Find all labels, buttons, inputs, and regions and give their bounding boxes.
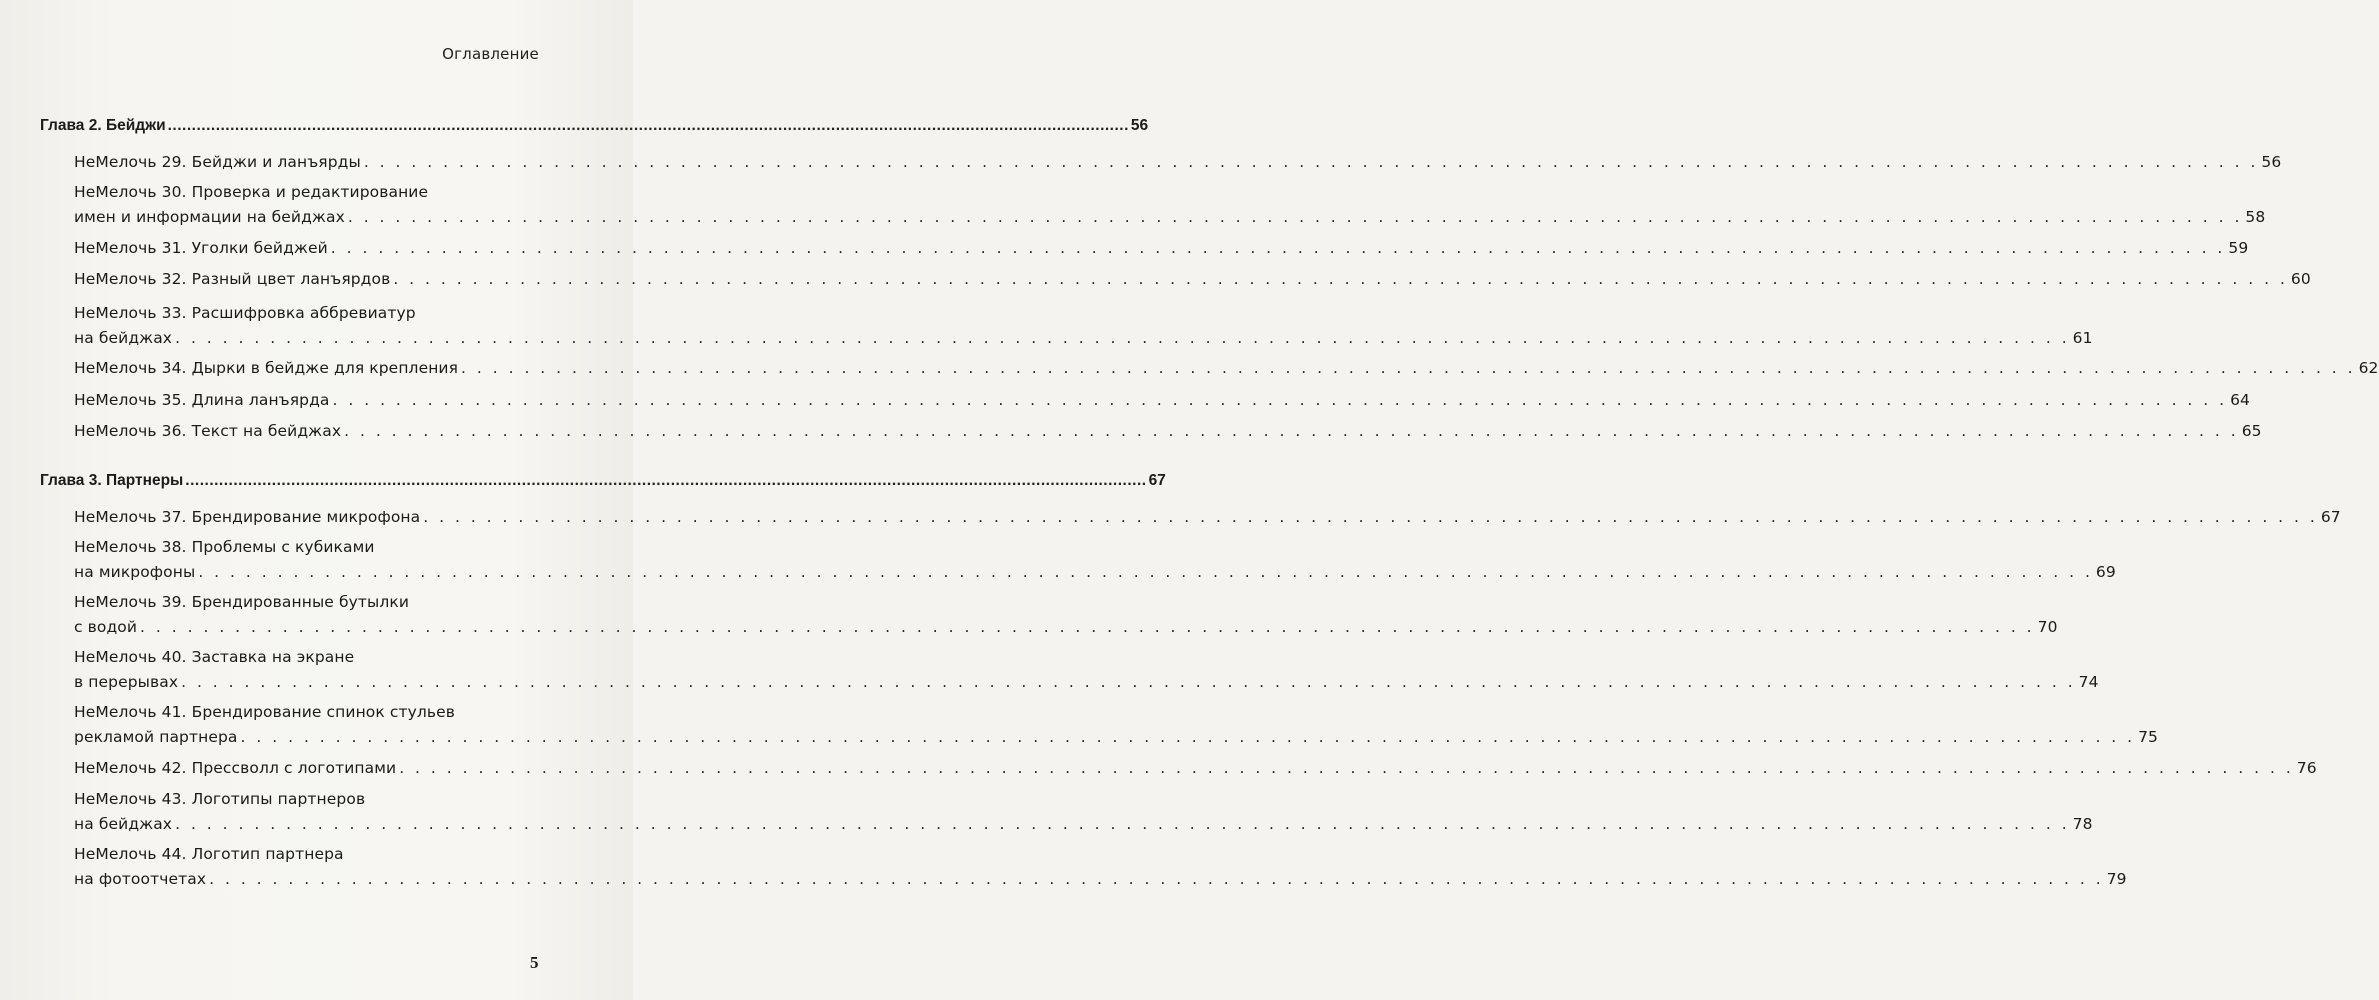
entry-title: НеМелочь 29. Бейджи и ланъярды bbox=[74, 153, 361, 171]
entry-title: НеМелочь 43. Логотипы партнеров bbox=[74, 790, 366, 808]
toc-chapter[interactable] bbox=[40, 472, 1166, 490]
chapter-title: Глава 2. Бейджи bbox=[40, 117, 166, 134]
entry-title: НеМелочь 30. Проверка и редактирование bbox=[74, 183, 429, 201]
toc-entry[interactable] bbox=[74, 505, 2341, 530]
entry-title: в перерывах bbox=[74, 673, 179, 691]
leader-dots: . . . . . . . . . . . . . . . . . . . . . . . . . . . . . . . . . . . . . . . . . . . . . . . . . . . . . . . . . . . . . . . . . . . . . . . . . . . . . . . . . . . . . . . . . . . . . . . . . . . . . . . . . . . . . . . . . . . . . . . . bbox=[330, 239, 2226, 257]
entry-page: 60 bbox=[2290, 270, 2311, 288]
toc-entry[interactable] bbox=[74, 236, 2249, 261]
entry-title: НеМелочь 36. Текст на бейджах bbox=[74, 422, 342, 440]
entry-title: НеМелочь 44. Логотип партнера bbox=[74, 845, 344, 863]
toc-entry[interactable] bbox=[74, 700, 2159, 750]
entry-title: НеМелочь 38. Проблемы с кубиками bbox=[74, 538, 375, 556]
leader-dots: . . . . . . . . . . . . . . . . . . . . . . . . . . . . . . . . . . . . . . . . . . . . . . . . . . . . . . . . . . . . . . . . . . . . . . . . . . . . . . . . . . . . . . . . . . . . . . . . . . . . . . . . . . . . . . . . . . . . . . . . bbox=[175, 815, 2070, 833]
entry-page: 74 bbox=[2078, 673, 2099, 691]
entry-page: 62 bbox=[2358, 359, 2379, 377]
leader-dots: ........................................................................................................................................................................................................ bbox=[185, 472, 1147, 489]
toc-entry[interactable] bbox=[74, 787, 2093, 837]
entry-title: НеМелочь 34. Дырки в бейдже для крепления bbox=[74, 359, 459, 377]
entry-page: 79 bbox=[2106, 870, 2127, 888]
leader-dots: . . . . . . . . . . . . . . . . . . . . . . . . . . . . . . . . . . . . . . . . . . . . . . . . . . . . . . . . . . . . . . . . . . . . . . . . . . . . . . . . . . . . . . . . . . . . . . . . . . . . . . . . . . . . . . . . . . . . . . . . bbox=[175, 329, 2070, 347]
toc-entry[interactable] bbox=[74, 150, 2282, 175]
entry-title: НеМелочь 41. Брендирование спинок стульев bbox=[74, 703, 456, 721]
toc-entry[interactable] bbox=[74, 301, 2093, 351]
toc-entry[interactable] bbox=[74, 356, 2379, 381]
chapter-page: 67 bbox=[1148, 472, 1166, 489]
toc-entry[interactable] bbox=[74, 756, 2317, 781]
toc-entry[interactable] bbox=[74, 180, 2266, 230]
entry-page: 65 bbox=[2241, 422, 2262, 440]
toc-entry[interactable] bbox=[74, 388, 2251, 413]
entry-page: 78 bbox=[2072, 815, 2093, 833]
toc-entry[interactable] bbox=[74, 267, 2311, 292]
entry-title: на микрофоны bbox=[74, 563, 196, 581]
entry-page: 59 bbox=[2228, 239, 2249, 257]
entry-page: 76 bbox=[2296, 759, 2317, 777]
entry-title: НеМелочь 32. Разный цвет ланъярдов bbox=[74, 270, 391, 288]
leader-dots: . . . . . . . . . . . . . . . . . . . . . . . . . . . . . . . . . . . . . . . . . . . . . . . . . . . . . . . . . . . . . . . . . . . . . . . . . . . . . . . . . . . . . . . . . . . . . . . . . . . . . . . . . . . . . . . . . . . . . . . . bbox=[344, 422, 2239, 440]
entry-title: рекламой партнера bbox=[74, 728, 238, 746]
toc-entry[interactable] bbox=[74, 535, 2116, 585]
entry-page: 70 bbox=[2037, 618, 2058, 636]
entry-page: 69 bbox=[2095, 563, 2116, 581]
leader-dots: . . . . . . . . . . . . . . . . . . . . . . . . . . . . . . . . . . . . . . . . . . . . . . . . . . . . . . . . . . . . . . . . . . . . . . . . . . . . . . . . . . . . . . . . . . . . . . . . . . . . . . . . . . . . . . . . . . . . . . . . bbox=[181, 673, 2076, 691]
entry-page: 58 bbox=[2245, 208, 2266, 226]
entry-title: НеМелочь 35. Длина ланъярда bbox=[74, 391, 330, 409]
leader-dots: . . . . . . . . . . . . . . . . . . . . . . . . . . . . . . . . . . . . . . . . . . . . . . . . . . . . . . . . . . . . . . . . . . . . . . . . . . . . . . . . . . . . . . . . . . . . . . . . . . . . . . . . . . . . . . . . . . . . . . . . bbox=[198, 563, 2093, 581]
entry-page: 64 bbox=[2230, 391, 2251, 409]
leader-dots: . . . . . . . . . . . . . . . . . . . . . . . . . . . . . . . . . . . . . . . . . . . . . . . . . . . . . . . . . . . . . . . . . . . . . . . . . . . . . . . . . . . . . . . . . . . . . . . . . . . . . . . . . . . . . . . . . . . . . . . . bbox=[363, 153, 2259, 171]
entry-title: на бейджах bbox=[74, 329, 173, 347]
toc-entry[interactable] bbox=[74, 842, 2127, 892]
leader-dots: . . . . . . . . . . . . . . . . . . . . . . . . . . . . . . . . . . . . . . . . . . . . . . . . . . . . . . . . . . . . . . . . . . . . . . . . . . . . . . . . . . . . . . . . . . . . . . . . . . . . . . . . . . . . . . . . . . . . . . . . bbox=[240, 728, 2136, 746]
chapter-title: Глава 3. Партнеры bbox=[40, 472, 184, 489]
entry-page: 75 bbox=[2138, 728, 2159, 746]
leader-dots: . . . . . . . . . . . . . . . . . . . . . . . . . . . . . . . . . . . . . . . . . . . . . . . . . . . . . . . . . . . . . . . . . . . . . . . . . . . . . . . . . . . . . . . . . . . . . . . . . . . . . . . . . . . . . . . . . . . . . . . . bbox=[332, 391, 2228, 409]
entry-page: 67 bbox=[2320, 508, 2341, 526]
entry-title: НеМелочь 37. Брендирование микрофона bbox=[74, 508, 421, 526]
leader-dots: ........................................................................................................................................................................................................ bbox=[167, 117, 1129, 134]
entry-title: с водой bbox=[74, 618, 138, 636]
toc-entry[interactable] bbox=[74, 590, 2058, 640]
leader-dots: . . . . . . . . . . . . . . . . . . . . . . . . . . . . . . . . . . . . . . . . . . . . . . . . . . . . . . . . . . . . . . . . . . . . . . . . . . . . . . . . . . . . . . . . . . . . . . . . . . . . . . . . . . . . . . . . . . . . . . . . bbox=[461, 359, 2356, 377]
leader-dots: . . . . . . . . . . . . . . . . . . . . . . . . . . . . . . . . . . . . . . . . . . . . . . . . . . . . . . . . . . . . . . . . . . . . . . . . . . . . . . . . . . . . . . . . . . . . . . . . . . . . . . . . . . . . . . . . . . . . . . . . bbox=[399, 759, 2294, 777]
entry-title: НеМелочь 40. Заставка на экране bbox=[74, 648, 355, 666]
leader-dots: . . . . . . . . . . . . . . . . . . . . . . . . . . . . . . . . . . . . . . . . . . . . . . . . . . . . . . . . . . . . . . . . . . . . . . . . . . . . . . . . . . . . . . . . . . . . . . . . . . . . . . . . . . . . . . . . . . . . . . . . bbox=[393, 270, 2288, 288]
leader-dots: . . . . . . . . . . . . . . . . . . . . . . . . . . . . . . . . . . . . . . . . . . . . . . . . . . . . . . . . . . . . . . . . . . . . . . . . . . . . . . . . . . . . . . . . . . . . . . . . . . . . . . . . . . . . . . . . . . . . . . . . bbox=[423, 508, 2318, 526]
entry-title: НеМелочь 42. Прессволл с логотипами bbox=[74, 759, 397, 777]
leader-dots: . . . . . . . . . . . . . . . . . . . . . . . . . . . . . . . . . . . . . . . . . . . . . . . . . . . . . . . . . . . . . . . . . . . . . . . . . . . . . . . . . . . . . . . . . . . . . . . . . . . . . . . . . . . . . . . . . . . . . . . . bbox=[209, 870, 2104, 888]
entry-title: на бейджах bbox=[74, 815, 173, 833]
toc-chapter[interactable] bbox=[40, 117, 1149, 135]
entry-title: имен и информации на бейджах bbox=[74, 208, 345, 226]
entry-title: НеМелочь 31. Уголки бейджей bbox=[74, 239, 328, 257]
entry-title: НеМелочь 39. Брендированные бутылки bbox=[74, 593, 409, 611]
leader-dots: . . . . . . . . . . . . . . . . . . . . . . . . . . . . . . . . . . . . . . . . . . . . . . . . . . . . . . . . . . . . . . . . . . . . . . . . . . . . . . . . . . . . . . . . . . . . . . . . . . . . . . . . . . . . . . . . . . . . . . . . bbox=[140, 618, 2035, 636]
entry-title: на фотоотчетах bbox=[74, 870, 207, 888]
toc-entry[interactable] bbox=[74, 645, 2099, 695]
leader-dots: . . . . . . . . . . . . . . . . . . . . . . . . . . . . . . . . . . . . . . . . . . . . . . . . . . . . . . . . . . . . . . . . . . . . . . . . . . . . . . . . . . . . . . . . . . . . . . . . . . . . . . . . . . . . . . . . . . . . . . . . bbox=[347, 208, 2243, 226]
chapter-page: 56 bbox=[1130, 117, 1149, 134]
toc-entry[interactable] bbox=[74, 419, 2262, 444]
entry-title: НеМелочь 33. Расшифровка аббревиатур bbox=[74, 304, 416, 322]
running-header: Оглавление bbox=[442, 45, 539, 63]
entry-page: 61 bbox=[2072, 329, 2093, 347]
page-number: 5 bbox=[530, 953, 539, 972]
entry-page: 56 bbox=[2261, 153, 2282, 171]
